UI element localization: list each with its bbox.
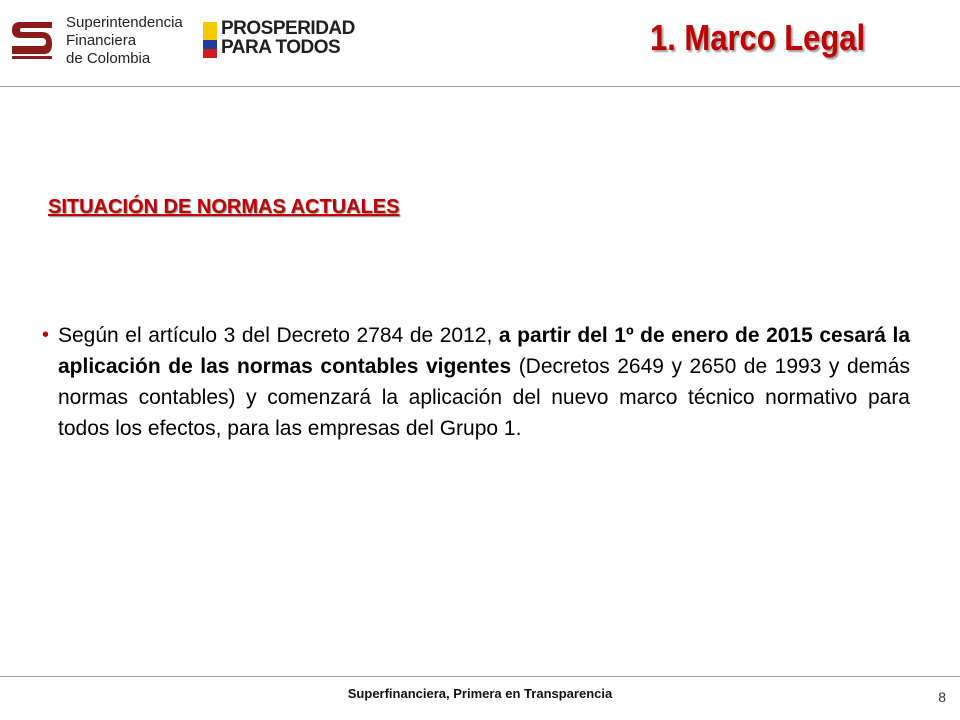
prosperidad-logo <box>203 18 353 62</box>
org-logo-line-1: Superintendencia <box>66 14 183 31</box>
section-title: SITUACIÓN DE NORMAS ACTUALES <box>48 196 400 218</box>
slide-title: 1. Marco Legal <box>649 17 865 58</box>
campaign-logo-line-2: PARA TODOS <box>221 37 341 58</box>
slide-header <box>0 0 960 86</box>
paragraph-text-bold: a partir del 1º de enero de 2015 cesará la aplicación de las normas contables vigentes <box>58 324 910 378</box>
org-logo-line-3: de Colombia <box>66 50 151 67</box>
org-logo-line-2: Financiera <box>66 32 137 49</box>
superintendencia-emblem-icon <box>8 16 56 62</box>
superintendencia-logo <box>8 14 183 66</box>
paragraph-text-start: Según el artículo 3 del Decreto 2784 de 2012, <box>58 324 499 347</box>
colombia-flag-icon <box>203 22 217 58</box>
page-number: 8 <box>938 689 946 705</box>
bullet-paragraph <box>58 320 910 444</box>
header-divider <box>0 86 960 87</box>
paragraph-text-end: (Decretos 2649 y 2650 de 1993 y demás normas contables) y comenzará la aplicación del nuevo marco técnico normativo para todos los efectos, para las empresas del Grupo 1. <box>58 355 910 440</box>
footer-divider <box>0 676 960 677</box>
footer-slogan: Superfinanciera, Primera en Transparencia <box>347 686 613 701</box>
campaign-logo-line-1: PROSPERIDAD <box>221 18 355 39</box>
bullet-icon: • <box>42 324 50 346</box>
content-block <box>42 320 910 444</box>
